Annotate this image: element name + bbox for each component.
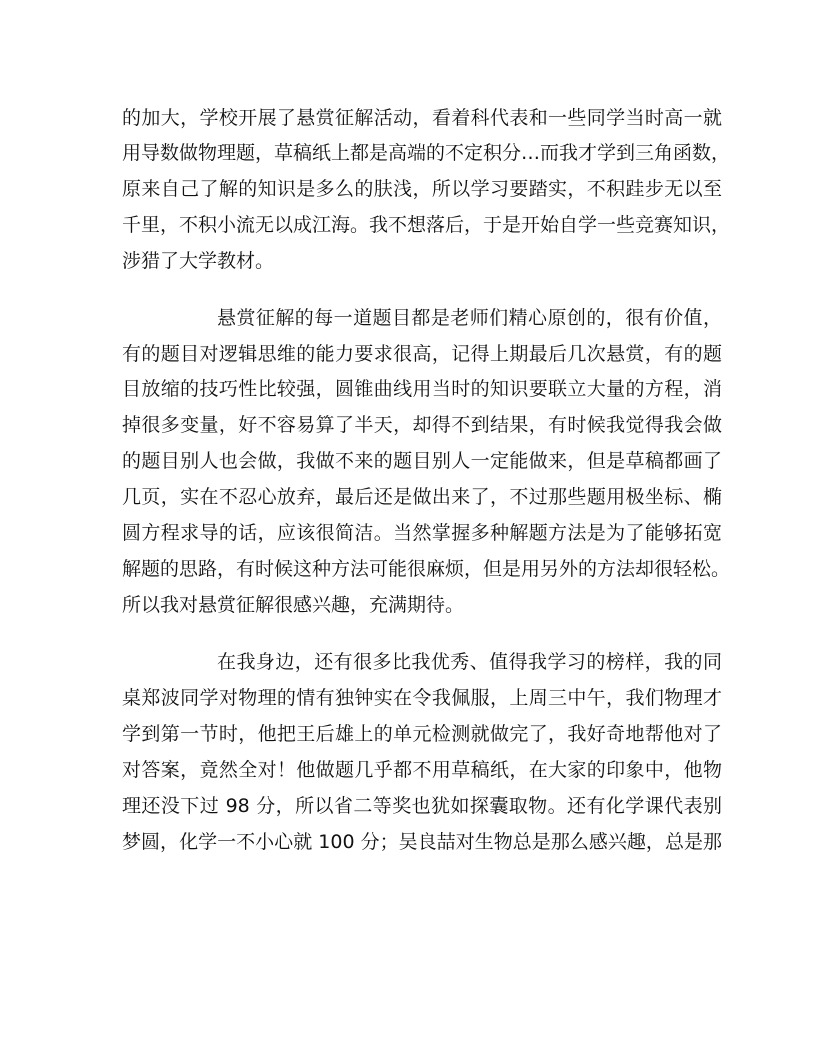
text-line: 解题的思路，有时候这种方法可能很麻烦，但是用另外的方法却很轻松。 [122,558,731,580]
text-line: 目放缩的技巧性比较强，圆锥曲线用当时的知识要联立大量的方程，消 [122,378,722,400]
text-line: 学到第一节时，他把王后雄上的单元检测就做完了，我好奇地帮他对了 [122,723,722,745]
text-line: 有的题目对逻辑思维的能力要求很高，记得上期最后几次悬赏，有的题 [122,343,722,365]
text-line: 几页，实在不忍心放弃，最后还是做出来了，不过那些题用极坐标、椭 [122,486,722,508]
text-line: 用导数做物理题，草稿纸上都是高端的不定积分…而我才学到三角函数， [122,142,731,164]
text-line-indented: 悬赏征解的每一道题目都是老师们精心原创的，很有价值， [217,307,722,329]
text-line: 桌郑波同学对物理的情有独钟实在令我佩服，上周三中午，我们物理才 [122,687,722,709]
text-line-indented: 在我身边，还有很多比我优秀、值得我学习的榜样，我的同 [217,651,722,673]
text-line: 所以我对悬赏征解很感兴趣，充满期待。 [122,594,465,616]
text-line: 掉很多变量，好不容易算了半天，却得不到结果，有时候我觉得我会做 [122,414,722,436]
text-line: 的题目别人也会做，我做不来的题目别人一定能做来，但是草稿都画了 [122,450,722,472]
text-line: 千里，不积小流无以成江海。我不想落后，于是开始自学一些竞赛知识， [122,214,731,236]
text-line: 梦圆，化学一不小心就 100 分；吴良喆对生物总是那么感兴趣，总是那 [122,831,722,853]
text-line: 圆方程求导的话，应该很简洁。当然掌握多种解题方法是为了能够拓宽 [122,522,722,544]
text-line: 理还没下过 98 分，所以省二等奖也犹如探囊取物。还有化学课代表别 [122,795,722,817]
text-line: 对答案，竟然全对！他做题几乎都不用草稿纸，在大家的印象中，他物 [122,759,722,781]
text-line: 涉猎了大学教材。 [122,250,275,272]
text-line: 的加大，学校开展了悬赏征解活动，看着科代表和一些同学当时高一就 [122,107,722,129]
text-line: 原来自己了解的知识是多么的肤浅，所以学习要踏实，不积跬步无以至 [122,178,722,200]
